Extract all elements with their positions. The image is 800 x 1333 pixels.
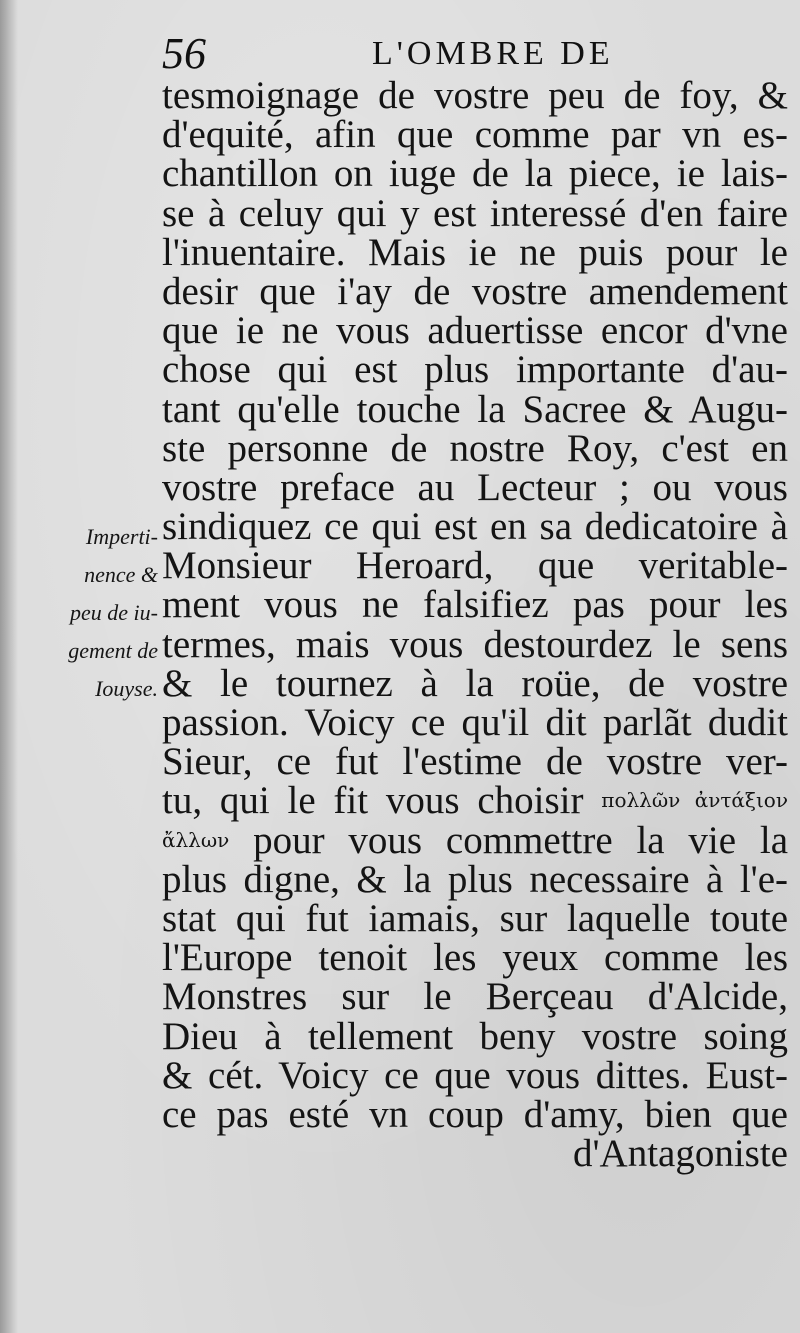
text-line: tant qu'elle touche la Sacree & Augu-: [162, 387, 788, 431]
text-line: & le tournez à la roüe, de vostre: [162, 661, 788, 705]
text-line: Dieu à tellement beny vostre soing: [162, 1014, 788, 1058]
text-line: chose qui est plus importante d'au-: [162, 348, 788, 392]
text-line: desir que i'ay de vostre amendement: [162, 269, 788, 313]
text-line-segment: pour vous commettre la vie la: [253, 818, 788, 862]
text-line-segment: tu, qui le fit vous choisir: [162, 779, 584, 823]
text-line: ste personne de nostre Roy, c'est en: [162, 426, 788, 470]
text-line: plus digne, & la plus necessaire à l'e-: [162, 857, 788, 901]
text-line: se à celuy qui y est interessé d'en faire: [162, 191, 788, 235]
text-line: passion. Voicy ce qu'il dit parlãt dudit: [162, 701, 788, 744]
text-line: d'equité, afin que comme par vn es-: [162, 113, 788, 157]
text-line: stat qui fut iamais, sur laquelle toute: [162, 896, 788, 940]
text-line: Monsieur Heroard, que veritable-: [162, 544, 788, 588]
text-line: chantillon on iuge de la piece, ie lais-: [162, 152, 788, 196]
text-line: sindiquez ce qui est en sa dedicatoire à: [162, 505, 788, 549]
text-line: Monstres sur le Berçeau d'Alcide,: [162, 975, 788, 1019]
greek-phrase: ἄλλων: [162, 827, 230, 852]
text-line: termes, mais vous destourdez le sens: [162, 622, 788, 666]
margin-note: [30, 518, 158, 708]
margin-note-line: peu de iu-: [70, 600, 158, 625]
running-head: L'OMBRE DE: [372, 35, 614, 72]
text-line: l'inuentaire. Mais ie ne puis pour le: [162, 230, 788, 274]
body-text: [162, 74, 788, 1176]
text-line: tesmoignage de vostre peu de foy, &: [162, 74, 788, 117]
text-line: & cét. Voicy ce que vous dittes. Eust-: [162, 1053, 788, 1097]
margin-note-line: gement de: [68, 638, 158, 663]
page-number: 56: [162, 29, 206, 78]
text-line-with-greek: [162, 818, 788, 862]
catchword: d'Antagoniste: [573, 1132, 788, 1176]
text-line: vostre preface au Lecteur ; ou vous: [162, 465, 788, 509]
page-header: [162, 28, 782, 80]
greek-phrase: πολλῶν ἀντάξιον: [601, 788, 788, 813]
margin-note-line: Iouyse.: [95, 676, 158, 701]
text-line: ce pas esté vn coup d'amy, bien que: [162, 1092, 788, 1136]
text-line: Sieur, ce fut l'estime de vostre ver-: [162, 740, 788, 784]
margin-note-line: nence &: [84, 562, 158, 587]
text-line-with-greek: [162, 779, 788, 823]
text-line: l'Europe tenoit les yeux comme les: [162, 936, 788, 980]
text-line: ment vous ne falsifiez pas pour les: [162, 583, 788, 627]
page-gutter-shadow: [0, 0, 18, 1333]
text-line: que ie ne vous aduertisse encor d'vne: [162, 309, 788, 353]
margin-note-line: Imperti-: [85, 524, 158, 549]
